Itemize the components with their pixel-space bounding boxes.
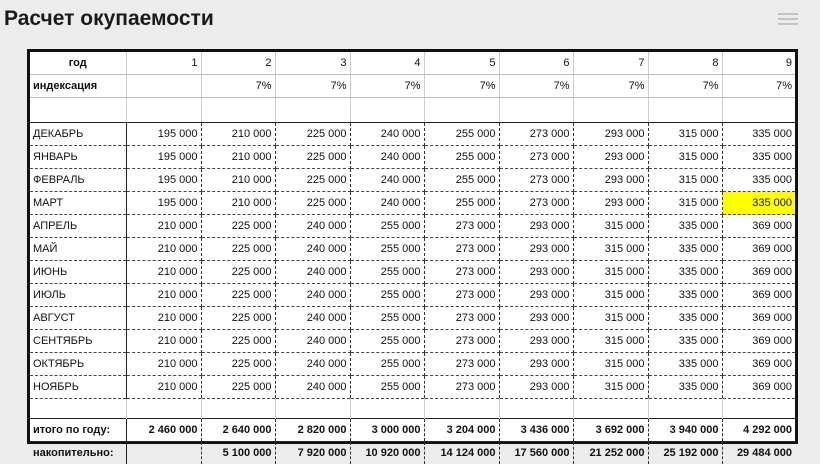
month-value-cell: 293 000 <box>499 330 573 353</box>
month-value-cell: 369 000 <box>722 284 795 307</box>
month-value-cell: 210 000 <box>126 307 201 330</box>
month-value-cell: 255 000 <box>424 169 499 192</box>
cumulative-cell: 5 100 000 <box>201 442 275 464</box>
empty-cell <box>573 399 648 419</box>
spacer-row <box>30 98 795 123</box>
month-value-cell: 369 000 <box>722 376 795 399</box>
month-value-cell: 225 000 <box>275 192 350 215</box>
month-value-cell: 240 000 <box>350 123 424 146</box>
month-value-cell: 225 000 <box>275 169 350 192</box>
month-value-cell: 273 000 <box>424 261 499 284</box>
month-value-cell: 293 000 <box>499 238 573 261</box>
month-row <box>30 330 795 353</box>
total-cell: 3 436 000 <box>499 419 573 442</box>
empty-cell <box>722 98 795 123</box>
month-value-cell: 293 000 <box>573 123 648 146</box>
month-value-cell: 210 000 <box>126 284 201 307</box>
month-value-cell: 225 000 <box>201 238 275 261</box>
empty-cell <box>648 399 722 419</box>
cumulative-cell: 21 252 000 <box>573 442 648 464</box>
month-value-cell: 210 000 <box>126 376 201 399</box>
year-cell: 5 <box>424 52 499 75</box>
cumulative-cell: 10 920 000 <box>350 442 424 464</box>
month-row <box>30 376 795 399</box>
month-name: ДЕКАБРЬ <box>30 123 126 146</box>
month-name: АВГУСТ <box>30 307 126 330</box>
empty-cell <box>499 399 573 419</box>
month-value-cell: 240 000 <box>275 215 350 238</box>
empty-cell <box>722 399 795 419</box>
month-value-cell: 335 000 <box>648 238 722 261</box>
month-value-cell: 335 000 <box>648 261 722 284</box>
month-value-cell: 315 000 <box>648 169 722 192</box>
month-value-cell: 210 000 <box>201 123 275 146</box>
month-value-cell: 369 000 <box>722 261 795 284</box>
page-title: Расчет окупаемости <box>4 2 214 36</box>
month-value-cell: 240 000 <box>350 192 424 215</box>
month-name: МАРТ <box>30 192 126 215</box>
month-row <box>30 261 795 284</box>
month-row <box>30 307 795 330</box>
month-value-cell: 225 000 <box>201 353 275 376</box>
month-value-cell: 293 000 <box>499 376 573 399</box>
month-value-cell: 255 000 <box>350 284 424 307</box>
year-cell: 6 <box>499 52 573 75</box>
month-value-cell: 315 000 <box>573 353 648 376</box>
total-cell: 3 940 000 <box>648 419 722 442</box>
empty-cell <box>126 399 201 419</box>
indexation-cell: 7% <box>275 75 350 98</box>
month-value-cell: 210 000 <box>201 146 275 169</box>
month-row <box>30 284 795 307</box>
total-cell: 3 204 000 <box>424 419 499 442</box>
month-value-cell: 255 000 <box>424 192 499 215</box>
month-value-cell: 255 000 <box>350 238 424 261</box>
year-label: год <box>30 52 126 75</box>
month-value-cell: 293 000 <box>499 284 573 307</box>
indexation-cell: 7% <box>201 75 275 98</box>
month-value-cell: 315 000 <box>573 238 648 261</box>
month-value-cell: 369 000 <box>722 330 795 353</box>
empty-cell <box>201 98 275 123</box>
year-cell: 4 <box>350 52 424 75</box>
month-name: АПРЕЛЬ <box>30 215 126 238</box>
month-value-cell: 240 000 <box>275 307 350 330</box>
month-name: МАЙ <box>30 238 126 261</box>
indexation-cell: 7% <box>722 75 795 98</box>
cumulative-label: накопительно: <box>30 442 126 464</box>
empty-cell <box>648 98 722 123</box>
indexation-label: индексация <box>30 75 126 98</box>
month-value-cell: 195 000 <box>126 123 201 146</box>
month-value-cell: 240 000 <box>275 353 350 376</box>
month-value-cell: 255 000 <box>350 215 424 238</box>
month-value-cell: 369 000 <box>722 215 795 238</box>
indexation-cell: 7% <box>499 75 573 98</box>
total-cell: 3 692 000 <box>573 419 648 442</box>
month-value-cell: 225 000 <box>201 215 275 238</box>
month-value-cell: 240 000 <box>350 146 424 169</box>
month-value-cell: 240 000 <box>275 238 350 261</box>
empty-cell <box>126 98 201 123</box>
total-cell: 2 460 000 <box>126 419 201 442</box>
month-value-cell: 225 000 <box>275 123 350 146</box>
month-name: ОКТЯБРЬ <box>30 353 126 376</box>
total-cell: 2 820 000 <box>275 419 350 442</box>
month-value-cell: 255 000 <box>350 376 424 399</box>
empty-cell <box>350 98 424 123</box>
month-name: ФЕВРАЛЬ <box>30 169 126 192</box>
month-value-cell: 225 000 <box>201 261 275 284</box>
month-value-cell: 225 000 <box>201 376 275 399</box>
empty-cell <box>350 399 424 419</box>
year-cell: 1 <box>126 52 201 75</box>
empty-cell <box>499 98 573 123</box>
month-value-cell: 210 000 <box>126 353 201 376</box>
month-value-cell: 293 000 <box>499 353 573 376</box>
cumulative-cell: 14 124 000 <box>424 442 499 464</box>
month-value-cell: 335 000 <box>648 307 722 330</box>
indexation-cell: 7% <box>350 75 424 98</box>
month-value-cell: 369 000 <box>722 238 795 261</box>
month-value-cell: 315 000 <box>648 146 722 169</box>
month-value-cell: 335 000 <box>648 353 722 376</box>
month-value-cell: 195 000 <box>126 146 201 169</box>
year-cell: 9 <box>722 52 795 75</box>
month-value-cell: 273 000 <box>499 192 573 215</box>
month-value-cell: 335 000 <box>722 169 795 192</box>
month-value-cell: 255 000 <box>350 307 424 330</box>
month-row <box>30 215 795 238</box>
month-value-cell: 369 000 <box>722 307 795 330</box>
month-value-cell: 210 000 <box>126 261 201 284</box>
month-name: НОЯБРЬ <box>30 376 126 399</box>
month-value-cell: 335 000 <box>648 376 722 399</box>
month-value-cell: 293 000 <box>573 192 648 215</box>
month-value-cell: 273 000 <box>424 215 499 238</box>
month-value-cell: 315 000 <box>648 123 722 146</box>
month-value-cell: 293 000 <box>499 307 573 330</box>
month-value-cell: 273 000 <box>499 146 573 169</box>
month-value-cell: 225 000 <box>201 330 275 353</box>
month-value-cell: 273 000 <box>424 307 499 330</box>
month-value-cell: 273 000 <box>424 376 499 399</box>
cumulative-cell: 17 560 000 <box>499 442 573 464</box>
month-value-cell: 335 000 <box>722 146 795 169</box>
month-value-cell: 293 000 <box>499 215 573 238</box>
month-value-cell: 255 000 <box>424 146 499 169</box>
year-row <box>30 52 795 75</box>
cumulative-row <box>30 442 795 464</box>
month-value-cell: 315 000 <box>573 330 648 353</box>
indexation-cell: 7% <box>424 75 499 98</box>
empty-cell <box>424 98 499 123</box>
empty-cell <box>30 98 126 123</box>
indexation-cell <box>126 75 201 98</box>
cumulative-cell: 25 192 000 <box>648 442 722 464</box>
month-row <box>30 123 795 146</box>
month-value-cell: 195 000 <box>126 192 201 215</box>
month-value-cell: 273 000 <box>499 169 573 192</box>
month-value-cell: 210 000 <box>126 215 201 238</box>
empty-cell <box>573 98 648 123</box>
month-value-cell: 240 000 <box>350 169 424 192</box>
month-value-cell: 335 000 <box>648 215 722 238</box>
cumulative-cell: 29 484 000 <box>722 442 795 464</box>
month-value-cell: 225 000 <box>201 307 275 330</box>
total-cell: 4 292 000 <box>722 419 795 442</box>
month-value-cell: 240 000 <box>275 284 350 307</box>
month-value-cell: 240 000 <box>275 261 350 284</box>
month-row <box>30 169 795 192</box>
month-value-cell: 273 000 <box>424 284 499 307</box>
cumulative-cell: 7 920 000 <box>275 442 350 464</box>
month-value-cell: 293 000 <box>573 169 648 192</box>
month-name: СЕНТЯБРЬ <box>30 330 126 353</box>
total-cell: 3 000 000 <box>350 419 424 442</box>
month-row <box>30 238 795 261</box>
month-value-cell: 293 000 <box>573 146 648 169</box>
cumulative-cell <box>126 442 201 464</box>
empty-cell <box>30 399 126 419</box>
totals-label: итого по году: <box>30 419 126 442</box>
month-value-cell: 240 000 <box>275 330 350 353</box>
month-row <box>30 146 795 169</box>
month-value-cell: 273 000 <box>424 353 499 376</box>
empty-cell <box>275 98 350 123</box>
indexation-cell: 7% <box>573 75 648 98</box>
month-row <box>30 192 795 215</box>
payback-table <box>30 52 795 464</box>
month-value-cell: 210 000 <box>126 238 201 261</box>
year-cell: 2 <box>201 52 275 75</box>
month-value-cell: 195 000 <box>126 169 201 192</box>
payback-sheet <box>27 49 798 444</box>
gap-row <box>30 399 795 419</box>
month-value-cell: 255 000 <box>350 261 424 284</box>
month-value-cell: 255 000 <box>350 330 424 353</box>
year-cell: 3 <box>275 52 350 75</box>
month-name: ИЮНЬ <box>30 261 126 284</box>
month-value-cell: 369 000 <box>722 353 795 376</box>
empty-cell <box>424 399 499 419</box>
month-value-cell: 315 000 <box>573 261 648 284</box>
month-value-cell: 240 000 <box>275 376 350 399</box>
highlighted-cell: 335 000 <box>722 192 795 215</box>
month-value-cell: 255 000 <box>350 353 424 376</box>
month-row <box>30 353 795 376</box>
month-value-cell: 210 000 <box>126 330 201 353</box>
menu-icon[interactable] <box>778 13 798 25</box>
month-value-cell: 335 000 <box>722 123 795 146</box>
month-value-cell: 315 000 <box>573 376 648 399</box>
year-cell: 8 <box>648 52 722 75</box>
month-value-cell: 210 000 <box>201 192 275 215</box>
month-value-cell: 273 000 <box>424 238 499 261</box>
month-value-cell: 315 000 <box>648 192 722 215</box>
month-value-cell: 273 000 <box>424 330 499 353</box>
month-value-cell: 335 000 <box>648 284 722 307</box>
month-name: ЯНВАРЬ <box>30 146 126 169</box>
indexation-cell: 7% <box>648 75 722 98</box>
year-cell: 7 <box>573 52 648 75</box>
month-value-cell: 293 000 <box>499 261 573 284</box>
month-value-cell: 335 000 <box>648 330 722 353</box>
month-name: ИЮЛЬ <box>30 284 126 307</box>
totals-row <box>30 419 795 442</box>
month-value-cell: 210 000 <box>201 169 275 192</box>
empty-cell <box>275 399 350 419</box>
month-value-cell: 315 000 <box>573 307 648 330</box>
month-value-cell: 315 000 <box>573 215 648 238</box>
empty-cell <box>201 399 275 419</box>
month-value-cell: 225 000 <box>275 146 350 169</box>
month-value-cell: 225 000 <box>201 284 275 307</box>
month-value-cell: 273 000 <box>499 123 573 146</box>
month-value-cell: 315 000 <box>573 284 648 307</box>
total-cell: 2 640 000 <box>201 419 275 442</box>
month-value-cell: 255 000 <box>424 123 499 146</box>
indexation-row <box>30 75 795 98</box>
